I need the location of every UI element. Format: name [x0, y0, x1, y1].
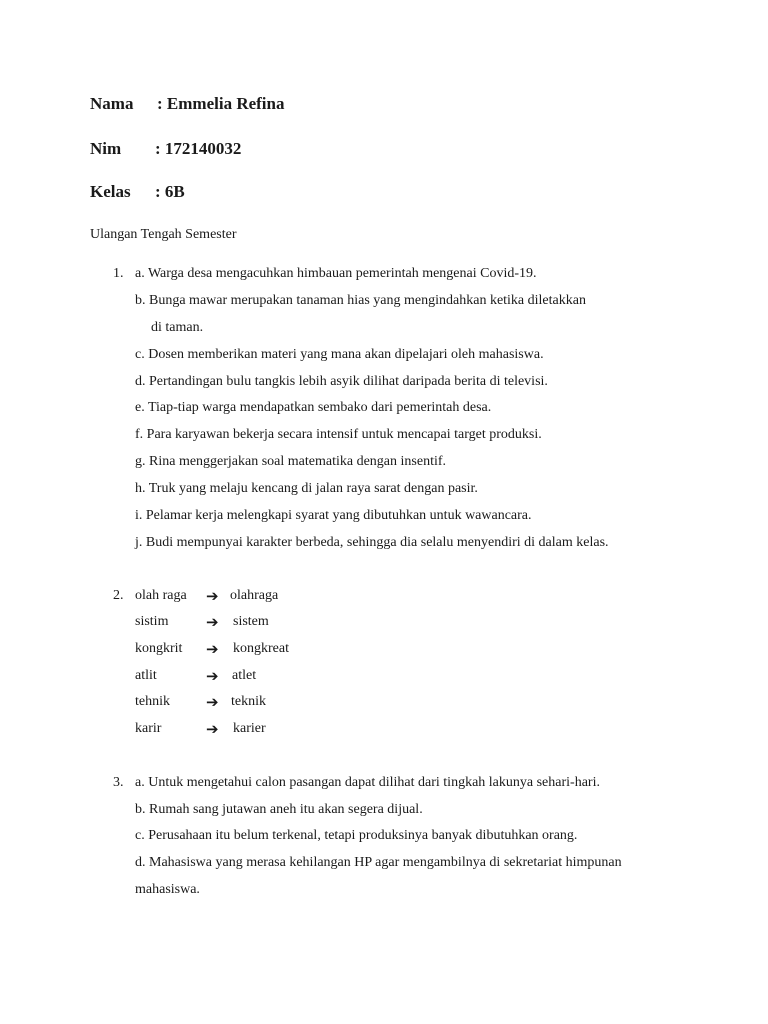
q2-wrong-word: atlit — [135, 668, 157, 683]
arrow-right-icon: ➔ — [206, 640, 219, 658]
q2-wrong-word: sistim — [135, 614, 169, 629]
q1-item-f: f. Para karyawan bekerja secara intensif untuk mencapai target produksi. — [135, 427, 542, 442]
q1-item-b: b. Bunga mawar merupakan tanaman hias yang mengindahkan ketika diletakkan — [135, 293, 586, 308]
kelas-value: : 6B — [155, 182, 185, 201]
q1-number: 1. — [113, 266, 124, 281]
arrow-right-icon: ➔ — [206, 720, 219, 738]
q2-number: 2. — [113, 588, 124, 603]
nim-label: Nim — [90, 139, 122, 158]
q1-item-a: a. Warga desa mengacuhkan himbauan pemerintah mengenai Covid-19. — [135, 266, 537, 281]
q3-item-d: d. Mahasiswa yang merasa kehilangan HP agar mengambilnya di sekretariat himpunan — [135, 855, 622, 870]
q1-item-g: g. Rina menggerjakan soal matematika dengan insentif. — [135, 454, 447, 469]
q3-item-d-cont: mahasiswa. — [135, 882, 200, 897]
nim-value: : 172140032 — [155, 139, 242, 158]
q2-right-word: sistem — [233, 614, 269, 629]
q2-right-word: olahraga — [230, 588, 279, 603]
arrow-right-icon: ➔ — [206, 613, 219, 631]
q3-item-c: c. Perusahaan itu belum terkenal, tetapi produksinya banyak dibutuhkan orang. — [135, 828, 578, 843]
q2-wrong-word: olah raga — [135, 588, 187, 603]
nama-value: : Emmelia Refina — [157, 94, 285, 113]
q3-number: 3. — [113, 775, 124, 790]
q1-item-j: j. Budi mempunyai karakter berbeda, sehingga dia selalu menyendiri di dalam kelas. — [135, 535, 609, 550]
q2-wrong-word: tehnik — [135, 694, 170, 709]
q2-right-word: kongkreat — [233, 641, 289, 656]
q1-item-i: i. Pelamar kerja melengkapi syarat yang dibutuhkan untuk wawancara. — [135, 508, 532, 523]
q2-right-word: karier — [233, 721, 266, 736]
arrow-right-icon: ➔ — [206, 587, 219, 605]
document-title: Ulangan Tengah Semester — [90, 227, 237, 242]
kelas-label: Kelas — [90, 182, 131, 201]
q2-wrong-word: karir — [135, 721, 162, 736]
q2-wrong-word: kongkrit — [135, 641, 183, 656]
q2-right-word: atlet — [232, 668, 257, 683]
q2-right-word: teknik — [231, 694, 266, 709]
nama-label: Nama — [90, 94, 134, 113]
q1-item-h: h. Truk yang melaju kencang di jalan raya sarat dengan pasir. — [135, 481, 478, 496]
q3-item-b: b. Rumah sang jutawan aneh itu akan segera dijual. — [135, 802, 423, 817]
q1-item-d: d. Pertandingan bulu tangkis lebih asyik dilihat daripada berita di televisi. — [135, 374, 548, 389]
q3-item-a: a. Untuk mengetahui calon pasangan dapat dilihat dari tingkah lakunya sehari-hari. — [135, 775, 600, 790]
arrow-right-icon: ➔ — [206, 693, 219, 711]
q1-item-c: c. Dosen memberikan materi yang mana akan dipelajari oleh mahasiswa. — [135, 347, 544, 362]
q1-item-e: e. Tiap-tiap warga mendapatkan sembako dari pemerintah desa. — [135, 400, 492, 415]
arrow-right-icon: ➔ — [206, 667, 219, 685]
q1-item-b-cont: di taman. — [151, 320, 204, 335]
